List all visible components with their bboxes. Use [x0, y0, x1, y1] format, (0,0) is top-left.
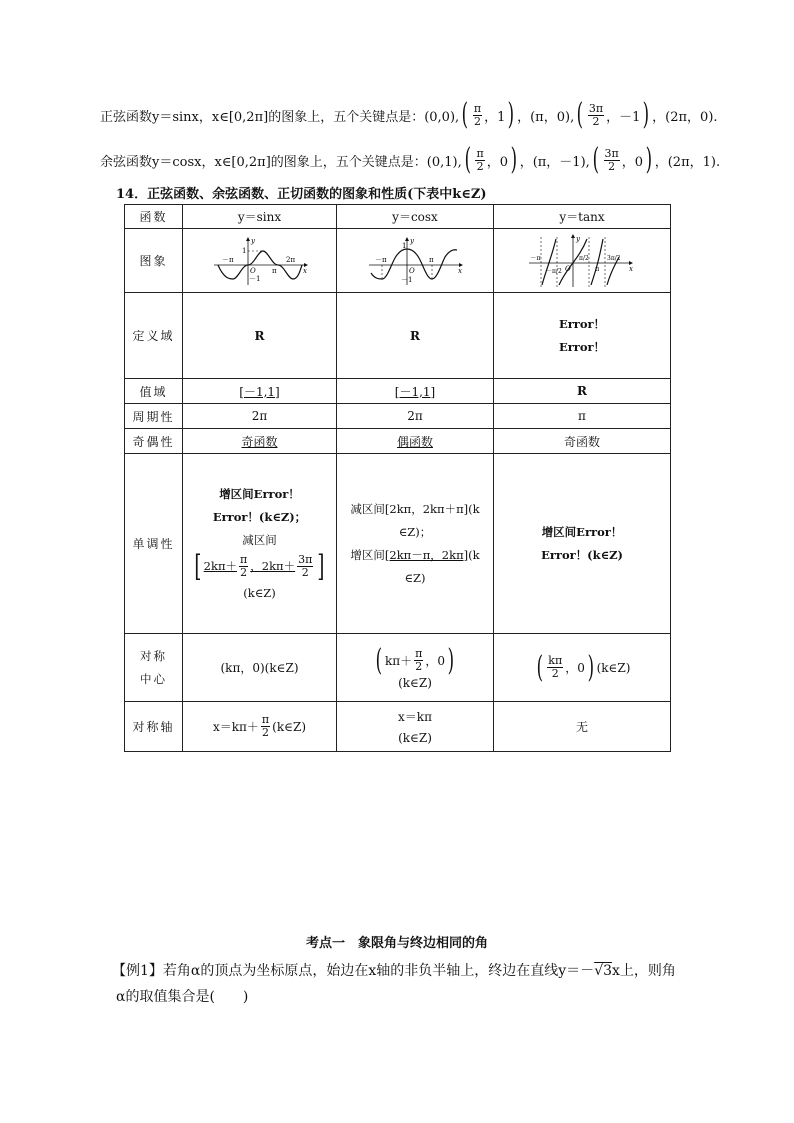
fraction: $\frac{\pi}{2}$ — [476, 146, 484, 173]
header-cell: 函数 — [125, 205, 183, 229]
fraction: $\frac{3\pi}{2}$ — [604, 146, 619, 173]
table-row — [125, 205, 671, 229]
row-label-domain: 定义域 — [125, 293, 183, 379]
svg-text:－1: －1 — [248, 274, 260, 283]
svg-text:x: x — [458, 266, 462, 275]
range-cos: [－1,1] — [337, 379, 494, 404]
cosine-line-prefix: 余弦函数y＝cosx，x∈[0,2π]的图象上，五个关键点是：(0,1), — [100, 154, 462, 170]
trig-properties-table — [124, 204, 671, 752]
center-cos: ( kπ＋ $\frac{\pi}{2}$ ，0 ) (k∈Z) — [337, 634, 494, 702]
parity-sin: 奇函数 — [183, 429, 337, 454]
section-title: 考点一 象限角与终边相同的角 — [305, 936, 488, 951]
svg-text:π/2: π/2 — [579, 254, 589, 262]
center-sin: (kπ，0)(k∈Z) — [183, 634, 337, 702]
svg-text:－π/2: －π/2 — [546, 267, 562, 275]
fraction: $\frac{3\pi}{2}$ — [298, 553, 313, 579]
domain-cos: R — [337, 293, 494, 379]
sin-graph-cell — [183, 229, 337, 293]
tan-graph-cell — [494, 229, 671, 293]
svg-text:－1: －1 — [401, 275, 413, 284]
row-label-range: 值域 — [125, 379, 183, 404]
svg-text:2π: 2π — [285, 255, 295, 264]
table-row — [125, 429, 671, 454]
table-row — [125, 702, 671, 752]
svg-text:1: 1 — [402, 241, 407, 250]
svg-text:x: x — [302, 266, 307, 275]
center-tan: ( $\frac{k\pi}{2}$ ，0 ) (k∈Z) — [494, 634, 671, 702]
row-label-parity: 奇偶性 — [125, 429, 183, 454]
fraction: $\frac{k\pi}{2}$ — [548, 654, 563, 680]
range-tan: R — [494, 379, 671, 404]
svg-text:y: y — [410, 236, 414, 245]
cosine-key-points-line: 余弦函数y＝cosx，x∈[0,2π]的图象上，五个关键点是：(0,1), ( $\frac{\pi}{2}$ ，0 ) ，(π，－1), ( $\frac{3\pi}{2}$ ，0 ) ，(2π，1). — [100, 142, 721, 177]
row-label-period: 周期性 — [125, 404, 183, 429]
header-sin: y＝sinx — [183, 205, 337, 229]
svg-text:π: π — [595, 264, 600, 273]
svg-text:π: π — [271, 266, 277, 275]
table-row — [125, 404, 671, 429]
example-tag: 【例1】 — [112, 963, 163, 979]
svg-text:－π: －π — [221, 255, 234, 264]
sine-graph — [210, 235, 310, 287]
svg-text:－π: －π — [375, 255, 387, 264]
fraction: $\frac{\pi}{2}$ — [261, 713, 270, 739]
axis-tan: 无 — [494, 702, 671, 752]
sine-key-points-line: 正弦函数y＝sinx，x∈[0,2π]的图象上，五个关键点是：(0,0), ( $\frac{\pi}{2}$ ，1 ) ，(π，0), ( $\frac{3\pi}{2}$ ，－1 ) ，(2π，0). — [100, 97, 718, 132]
fraction: $\frac{\pi}{2}$ — [240, 553, 248, 579]
mono-cos: 减区间[2kπ，2kπ＋π](k ∈Z)； 增区间[2kπ－π，2kπ](k ∈Z) — [337, 454, 494, 634]
table-row — [125, 293, 671, 379]
svg-text:O: O — [565, 264, 571, 273]
svg-text:O: O — [409, 266, 415, 275]
domain-sin: R — [183, 293, 337, 379]
period-sin: 2π — [183, 404, 337, 429]
domain-tan: Error！ Error！ — [494, 293, 671, 379]
svg-text:O: O — [249, 266, 256, 275]
fraction: $\frac{\pi}{2}$ — [473, 101, 482, 128]
parity-tan: 奇函数 — [494, 429, 671, 454]
tangent-graph — [527, 233, 637, 289]
mono-sin: 增区间Error！ Error！(k∈Z)； 减区间 [ 2kπ＋ $\frac{\pi}{2}$ ，2kπ＋ $\frac{3\pi}{2}$ ] (k∈Z) — [183, 454, 337, 634]
svg-text:－π: －π — [530, 253, 541, 262]
svg-text:3π/2: 3π/2 — [607, 254, 621, 262]
svg-text:x: x — [629, 264, 633, 273]
table-row — [125, 229, 671, 293]
table-row — [125, 634, 671, 702]
fraction: $\frac{3\pi}{2}$ — [588, 101, 604, 128]
table-row — [125, 379, 671, 404]
header-cos: y＝cosx — [337, 205, 494, 229]
row-label-axis: 对称轴 — [125, 702, 183, 752]
period-tan: π — [494, 404, 671, 429]
row-label-center: 对称 中心 — [125, 634, 183, 702]
parity-cos: 偶函数 — [337, 429, 494, 454]
header-tan: y＝tanx — [494, 205, 671, 229]
sqrt-three: √3 — [594, 963, 613, 979]
cos-graph-cell — [337, 229, 494, 293]
row-label-monotonicity: 单调性 — [125, 454, 183, 634]
mono-tan: 增区间Error！ Error！(k∈Z) — [494, 454, 671, 634]
svg-text:y: y — [576, 234, 580, 243]
table-row — [125, 454, 671, 634]
axis-sin: x＝kπ＋ $\frac{\pi}{2}$ (k∈Z) — [183, 702, 337, 752]
period-cos: 2π — [337, 404, 494, 429]
sine-line-prefix: 正弦函数y＝sinx，x∈[0,2π]的图象上，五个关键点是：(0,0), — [100, 109, 460, 125]
cosine-graph — [365, 235, 465, 287]
range-sin: [－1,1] — [183, 379, 337, 404]
section-heading: 14．正弦函数、余弦函数、正切函数的图象和性质(下表中k∈Z) — [116, 187, 487, 202]
row-label-graph: 图象 — [125, 229, 183, 293]
axis-cos: x＝kπ (k∈Z) — [337, 702, 494, 752]
example-1: 【例1】若角α的顶点为坐标原点，始边在x轴的非负半轴上，终边在直线y＝－√3x上，则角α的取值集合是( ) — [112, 963, 676, 1005]
svg-text:y: y — [250, 236, 255, 245]
fraction: $\frac{\pi}{2}$ — [415, 647, 423, 673]
svg-text:1: 1 — [241, 246, 246, 255]
svg-text:π: π — [429, 255, 434, 264]
decreasing-interval-expr: [ 2kπ＋ $\frac{\pi}{2}$ ，2kπ＋ $\frac{3\pi}{2}$ ] — [194, 548, 325, 584]
